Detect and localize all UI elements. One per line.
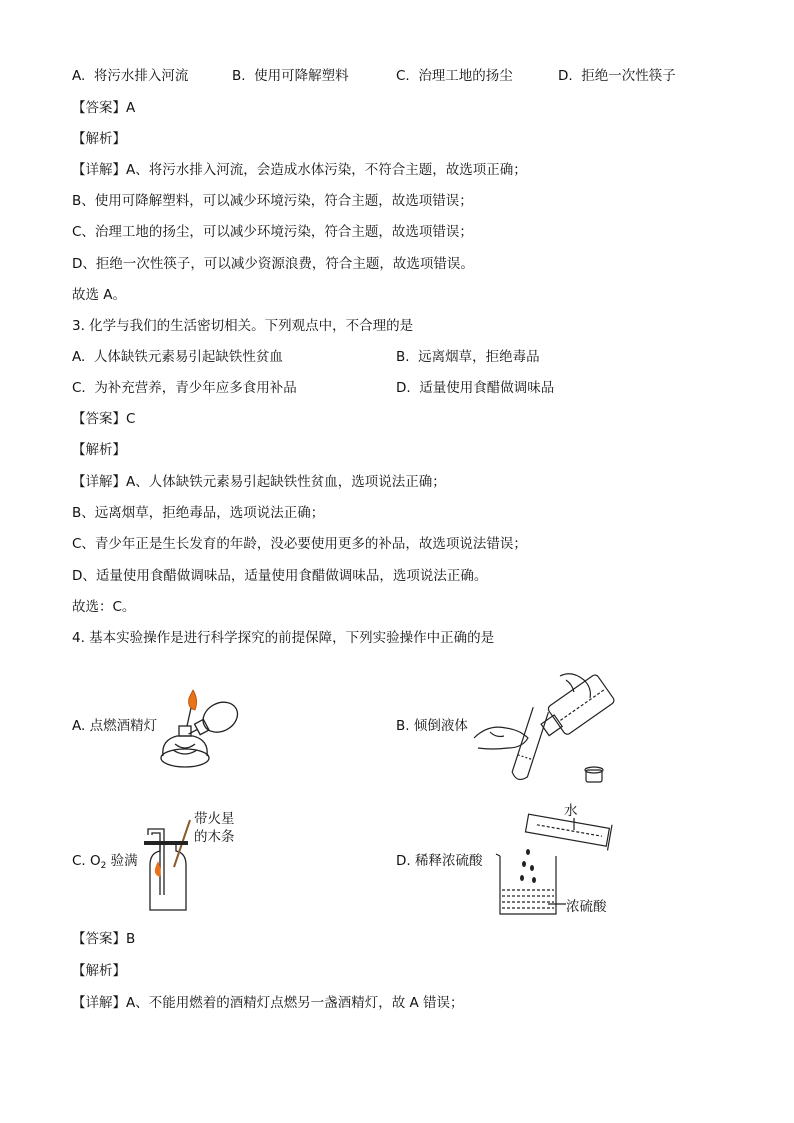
q2-detail-b: B、使用可降解塑料，可以减少环境污染，符合主题，故选项错误； [72, 193, 473, 209]
label-water: 水 [564, 803, 578, 819]
figure-a-alcohol-lamps-icon [155, 680, 250, 775]
q2-detail-c: C、治理工地的扬尘，可以减少环境污染，符合主题，故选项错误； [72, 224, 473, 240]
q4-option-c: C. $O_2$ 验满 [72, 853, 138, 871]
q4-analysis-heading: 【解析】 [72, 963, 126, 979]
q3-stem: 3. 化学与我们的生活密切相关。下列观点中，不合理的是 [72, 318, 414, 334]
q2-conclusion: 故选 A。 [72, 287, 127, 303]
q2-detail-d: D、拒绝一次性筷子，可以减少资源浪费，符合主题，故选项错误。 [72, 256, 474, 272]
q4-option-a: A. 点燃酒精灯 [72, 718, 158, 734]
q4-option-d: D. 稀释浓硫酸 [396, 853, 483, 869]
label-concentrated-acid: 浓硫酸 [566, 899, 607, 915]
q3-option-a: A. 人体缺铁元素易引起缺铁性贫血 [72, 349, 283, 365]
q3-option-d: D. 适量使用食醋做调味品 [396, 380, 555, 396]
q3-option-b: B. 远离烟草，拒绝毒品 [396, 349, 540, 365]
q3-option-c: C. 为补充营养，青少年应多食用补品 [72, 380, 297, 396]
q3-detail-a: 【详解】A、人体缺铁元素易引起缺铁性贫血，选项说法正确； [72, 474, 446, 490]
q3-analysis-heading: 【解析】 [72, 442, 126, 458]
q2-option-c: C. 治理工地的扬尘 [396, 68, 513, 84]
label-splint-line1: 带火星 [194, 811, 235, 827]
q4-answer: 【答案】B [72, 931, 136, 947]
label-splint-line2: 的木条 [194, 829, 235, 845]
q4-detail-a: 【详解】A、不能用燃着的酒精灯点燃另一盏酒精灯，故 A 错误； [72, 995, 464, 1011]
q3-detail-c: C、青少年正是生长发育的年龄，没必要使用更多的补品，故选项说法错误； [72, 536, 527, 552]
q2-analysis-heading: 【解析】 [72, 131, 126, 147]
figure-c-oxygen-test-icon [140, 815, 200, 913]
q2-option-a: A. 将污水排入河流 [72, 68, 189, 84]
q2-detail-a: 【详解】A、将污水排入河流，会造成水体污染，不符合主题，故选项正确； [72, 162, 527, 178]
q4-option-b: B. 倾倒液体 [396, 718, 468, 734]
q3-answer: 【答案】C [72, 411, 136, 427]
q3-conclusion: 故选：C。 [72, 599, 136, 615]
q2-answer: 【答案】A [72, 100, 136, 116]
q3-detail-d: D、适量使用食醋做调味品，适量使用食醋做调味品，选项说法正确。 [72, 568, 488, 584]
q2-option-b: B. 使用可降解塑料 [232, 68, 349, 84]
q2-option-d: D. 拒绝一次性筷子 [558, 68, 676, 84]
q3-detail-b: B、远离烟草，拒绝毒品，选项说法正确； [72, 505, 325, 521]
figure-b-pouring-liquid-icon [470, 668, 620, 793]
q4-stem: 4. 基本实验操作是进行科学探究的前提保障，下列实验操作中正确的是 [72, 630, 495, 646]
